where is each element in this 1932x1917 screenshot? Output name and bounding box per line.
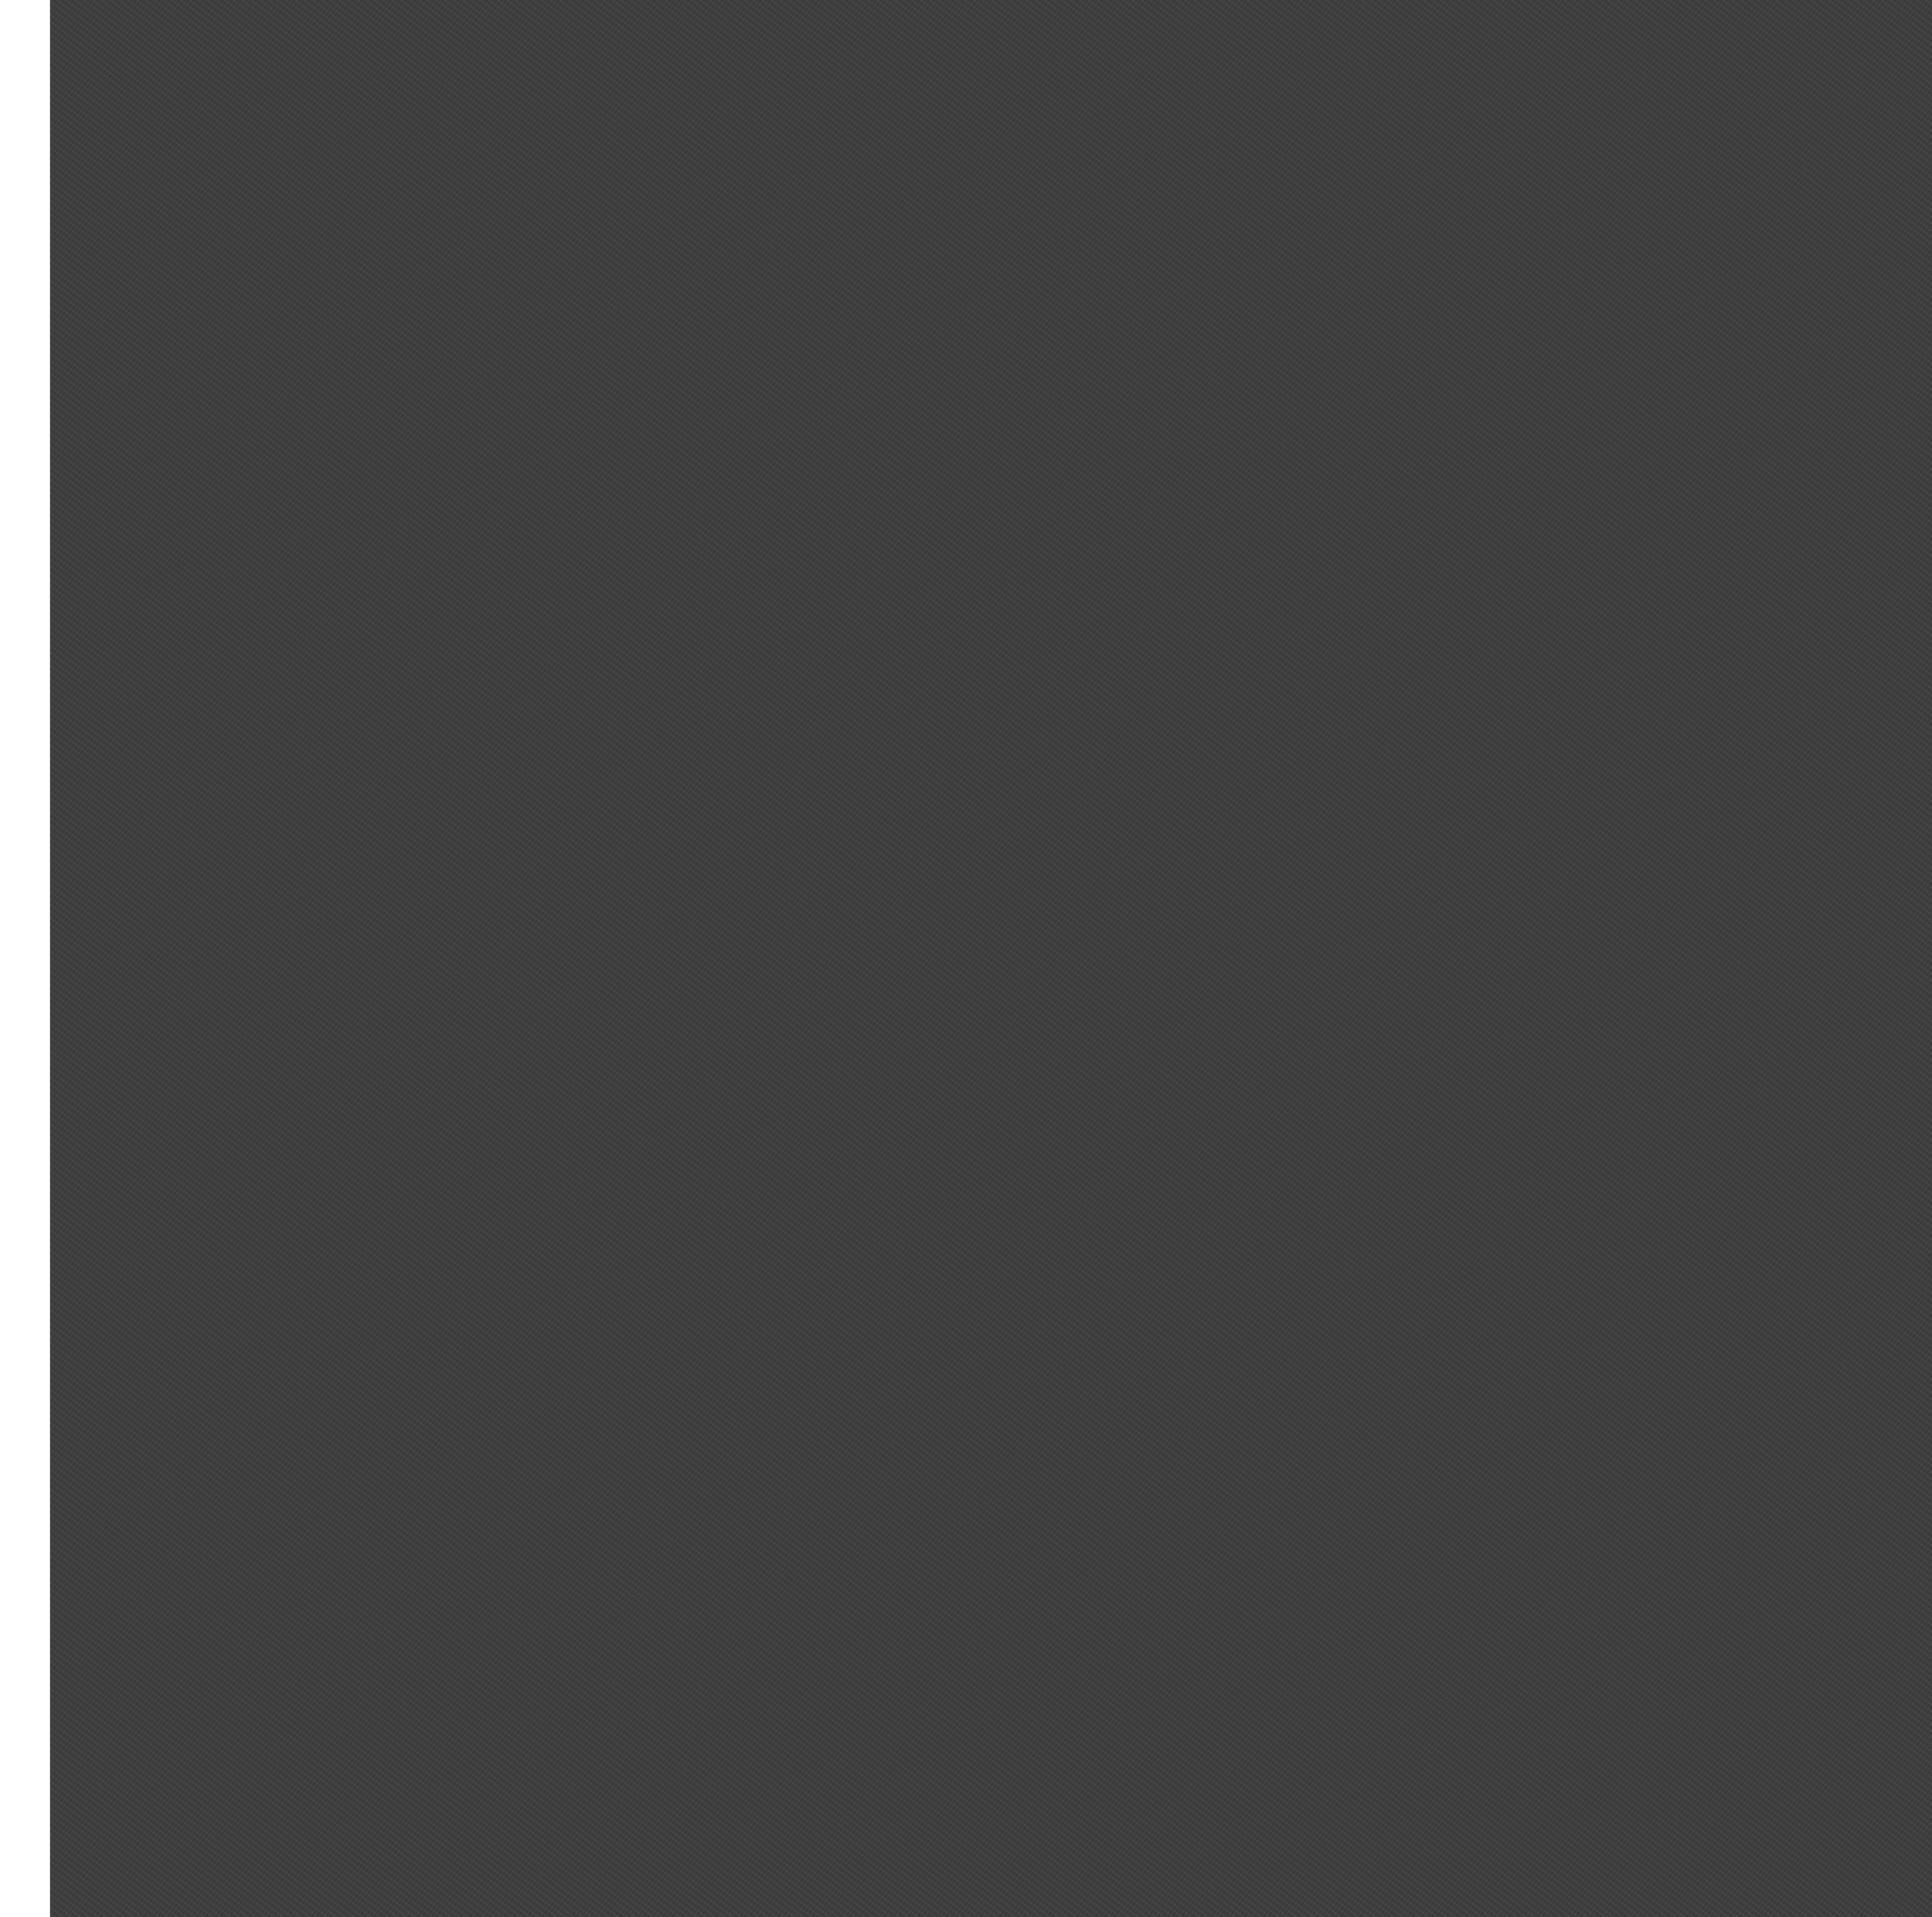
page-margin [0, 0, 50, 1917]
